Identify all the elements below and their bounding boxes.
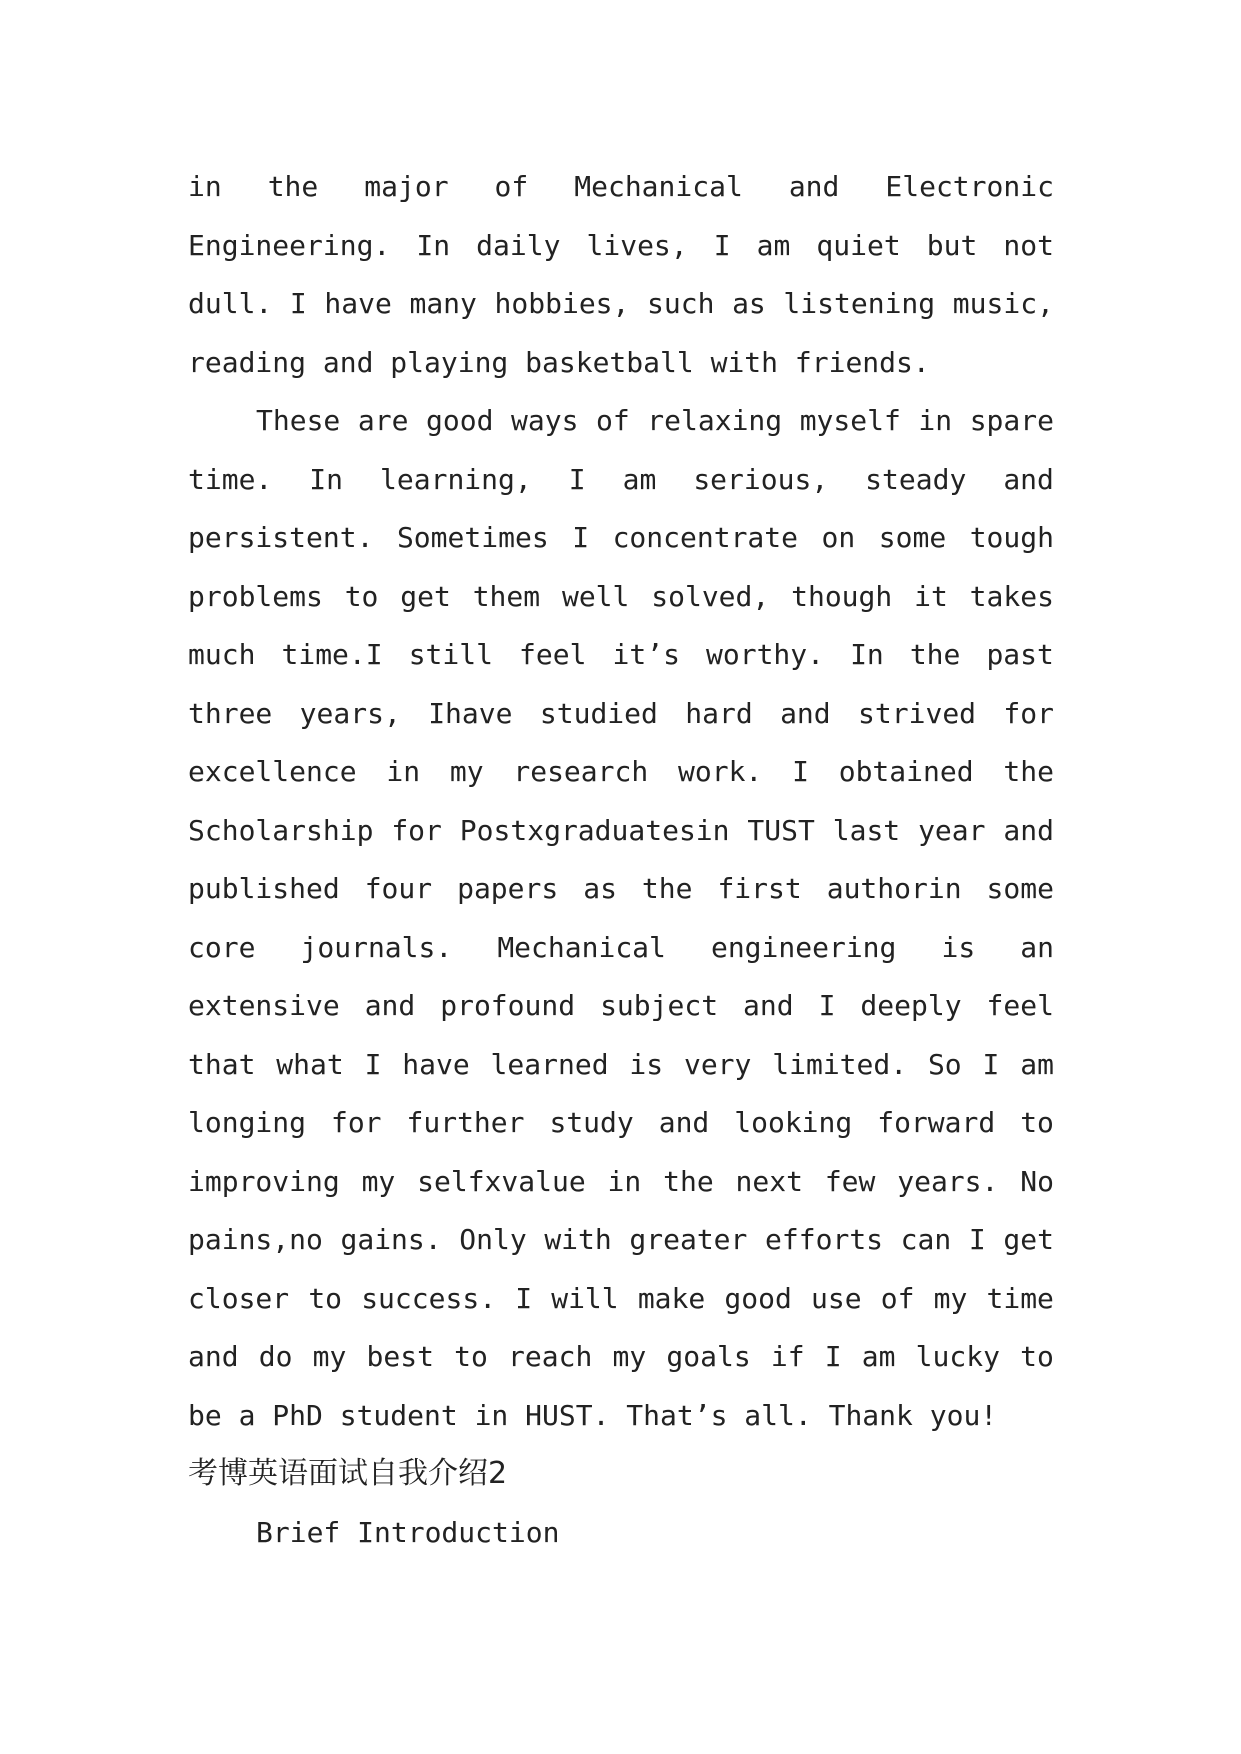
word: serious, [693,462,829,496]
word: greater [629,1223,748,1256]
word: years, [299,696,401,730]
section-heading: 考博英语面试自我介绍2 [188,1456,508,1491]
word: and [788,170,840,203]
word: and [1003,462,1054,496]
word: TUST [747,813,815,847]
word: time. [188,462,273,496]
word: I [968,1223,986,1256]
text-line [188,275,1054,334]
word: So [927,1047,962,1081]
word: Only [459,1223,527,1256]
word: to [1020,1340,1054,1373]
word: research [513,755,649,788]
word: extensive [188,989,340,1022]
word: Mechanical [574,170,743,203]
word: an [1020,930,1054,964]
word: of [596,404,630,437]
word: have [324,287,392,320]
word: the [663,1164,714,1198]
text-line [188,977,1054,1036]
word: is [941,930,976,964]
word: relaxing [647,404,783,437]
word: I [792,755,809,788]
word: am [861,1340,896,1373]
word: hard [685,696,753,730]
text-line: reading and playing basketball with friends. [188,345,930,379]
word: efforts [765,1223,884,1256]
word: to [344,579,379,613]
word: persistent. [188,521,374,554]
word: Sometimes [396,521,549,554]
word: takes [969,579,1054,613]
word: the [641,872,693,905]
word: forward [877,1106,996,1139]
word: journals. [300,930,453,964]
word: my [449,755,484,788]
subheading: Brief Introduction [256,1515,560,1549]
word: three [188,696,273,730]
word: for [1003,696,1054,730]
paragraph-1 [188,158,1054,392]
word: am [1020,1047,1054,1081]
word: and [1003,813,1054,847]
word: problems [188,579,323,613]
word: my [612,1340,647,1373]
word: I [515,1281,533,1315]
word: ways [511,404,579,437]
word: learned [490,1047,609,1081]
document-body [188,158,1054,1562]
text-line [188,860,1054,919]
word: learning, [380,462,532,496]
word: my [933,1281,968,1315]
word: pains,no [188,1223,323,1256]
word: hobbies, [494,287,630,320]
word: time [986,1281,1054,1315]
word: study [549,1106,634,1139]
word: No [1020,1164,1054,1198]
word: obtained [838,755,974,788]
word: In [850,638,884,671]
word: get [1003,1223,1054,1256]
word: it’s [612,638,680,671]
word: in [386,755,421,788]
word: do [258,1340,293,1373]
word: Scholarship [188,813,374,847]
word: I [289,287,307,320]
word: can [900,1223,952,1256]
word: some [878,521,947,554]
word: very [683,1047,752,1081]
word: have [402,1047,470,1081]
word: papers [457,872,559,905]
word: still [408,638,493,671]
word: for [330,1106,382,1139]
word: and [780,696,831,730]
word: good [724,1281,792,1315]
word: get [400,579,451,613]
word: work. [678,755,763,788]
word: solved, [651,579,770,613]
word: Electronic [885,170,1054,203]
word: closer [188,1281,290,1315]
word: deeply [860,989,962,1022]
word: the [267,170,319,203]
word: In [309,462,344,496]
word: feel [519,638,587,671]
text-line [188,743,1054,802]
word: lucky [915,1340,1000,1373]
word: but [926,228,978,262]
word: year [918,813,986,847]
word: many [409,287,477,320]
word: is [629,1047,664,1081]
word: steady [865,462,967,496]
word: further [406,1106,525,1139]
word: next [735,1164,803,1198]
word: I [824,1340,842,1373]
word: in [188,170,222,203]
word: gains. [340,1223,442,1256]
word: of [494,170,529,203]
word: past [986,638,1054,671]
word: Postxgraduatesin [459,813,730,847]
text-line [188,509,1054,568]
word: studied [539,696,658,730]
word: dull. [188,287,273,320]
word: myself [799,404,901,437]
word: my [312,1340,347,1373]
word: I [364,1047,382,1081]
word: looking [734,1106,853,1139]
word: I [818,989,836,1022]
word: in [918,404,953,437]
word: quiet [816,228,901,262]
word: concentrate [612,521,798,554]
word: what [276,1047,344,1081]
word: for [391,813,442,847]
word: time.I [281,638,383,671]
text-line [188,919,1054,978]
word: excellence [188,755,357,788]
word: feel [986,989,1054,1022]
word: profound [440,989,576,1022]
word: worthy. [706,638,825,671]
word: Engineering. [188,228,391,262]
word: first [717,872,802,905]
text-line [188,1153,1054,1212]
word: Ihave [428,696,513,730]
word: the [1003,755,1054,788]
word: such [647,287,715,320]
word: authorin [826,872,962,905]
word: subject [600,989,719,1022]
word: In [416,228,451,262]
word: to [1020,1106,1054,1139]
text-line [188,568,1054,627]
word: tough [969,521,1054,554]
word: my [361,1164,396,1198]
text-line [188,626,1054,685]
word: last [832,813,901,847]
word: it [914,579,948,613]
text-line [188,1211,1054,1270]
word: spare [969,404,1054,437]
text-line [188,158,1054,217]
word: These [256,404,341,437]
word: engineering [710,930,897,964]
text-line: be a PhD student in HUST. That’s all. Thank you! [188,1398,998,1432]
word: on [821,521,856,554]
word: as [583,872,617,905]
word: to [308,1281,343,1315]
word: are [357,404,409,437]
word: use [811,1281,862,1315]
word: major [364,170,449,203]
word: that [188,1047,256,1081]
word: goals [666,1340,751,1373]
word: daily [476,228,561,262]
text-line [188,451,1054,510]
word: core [188,930,256,964]
word: and [364,989,416,1022]
word: not [1003,228,1054,262]
word: music, [952,287,1054,320]
word: best [366,1340,434,1373]
word: much [188,638,256,671]
text-line [188,217,1054,276]
word: in [607,1164,642,1198]
text-line [188,1036,1054,1095]
word: some [986,872,1054,905]
word: I [713,228,731,262]
word: and [658,1106,710,1139]
text-line [188,1270,1054,1329]
word: I [568,462,586,496]
word: I [572,521,590,554]
word: success. [361,1281,497,1315]
word: if [770,1340,805,1373]
text-line [188,392,1054,451]
word: reach [508,1340,593,1373]
word: of [880,1281,915,1315]
word: four [364,872,433,905]
word: am [622,462,657,496]
word: and [188,1340,239,1373]
word: the [909,638,961,671]
word: as [732,287,766,320]
text-line [188,802,1054,861]
text-line [188,685,1054,744]
word: well [561,579,630,613]
word: few [824,1164,876,1198]
paragraph-2 [188,392,1054,1445]
word: years. [897,1164,999,1198]
text-line [188,1094,1054,1153]
word: am [756,228,791,262]
word: to [454,1340,488,1373]
word: limited. [772,1047,908,1081]
word: though [791,579,893,613]
word: listening [783,287,936,320]
word: Mechanical [497,930,666,964]
word: with [544,1223,612,1256]
word: them [472,579,541,613]
word: I [982,1047,1000,1081]
word: longing [188,1106,307,1139]
word: published [188,872,340,905]
word: selfxvalue [417,1164,586,1198]
word: improving [188,1164,340,1198]
word: good [426,404,494,437]
word: make [637,1281,706,1315]
word: will [551,1281,619,1315]
word: strived [858,696,977,730]
text-line [188,1328,1054,1387]
word: and [743,989,794,1022]
word: lives, [586,228,688,262]
